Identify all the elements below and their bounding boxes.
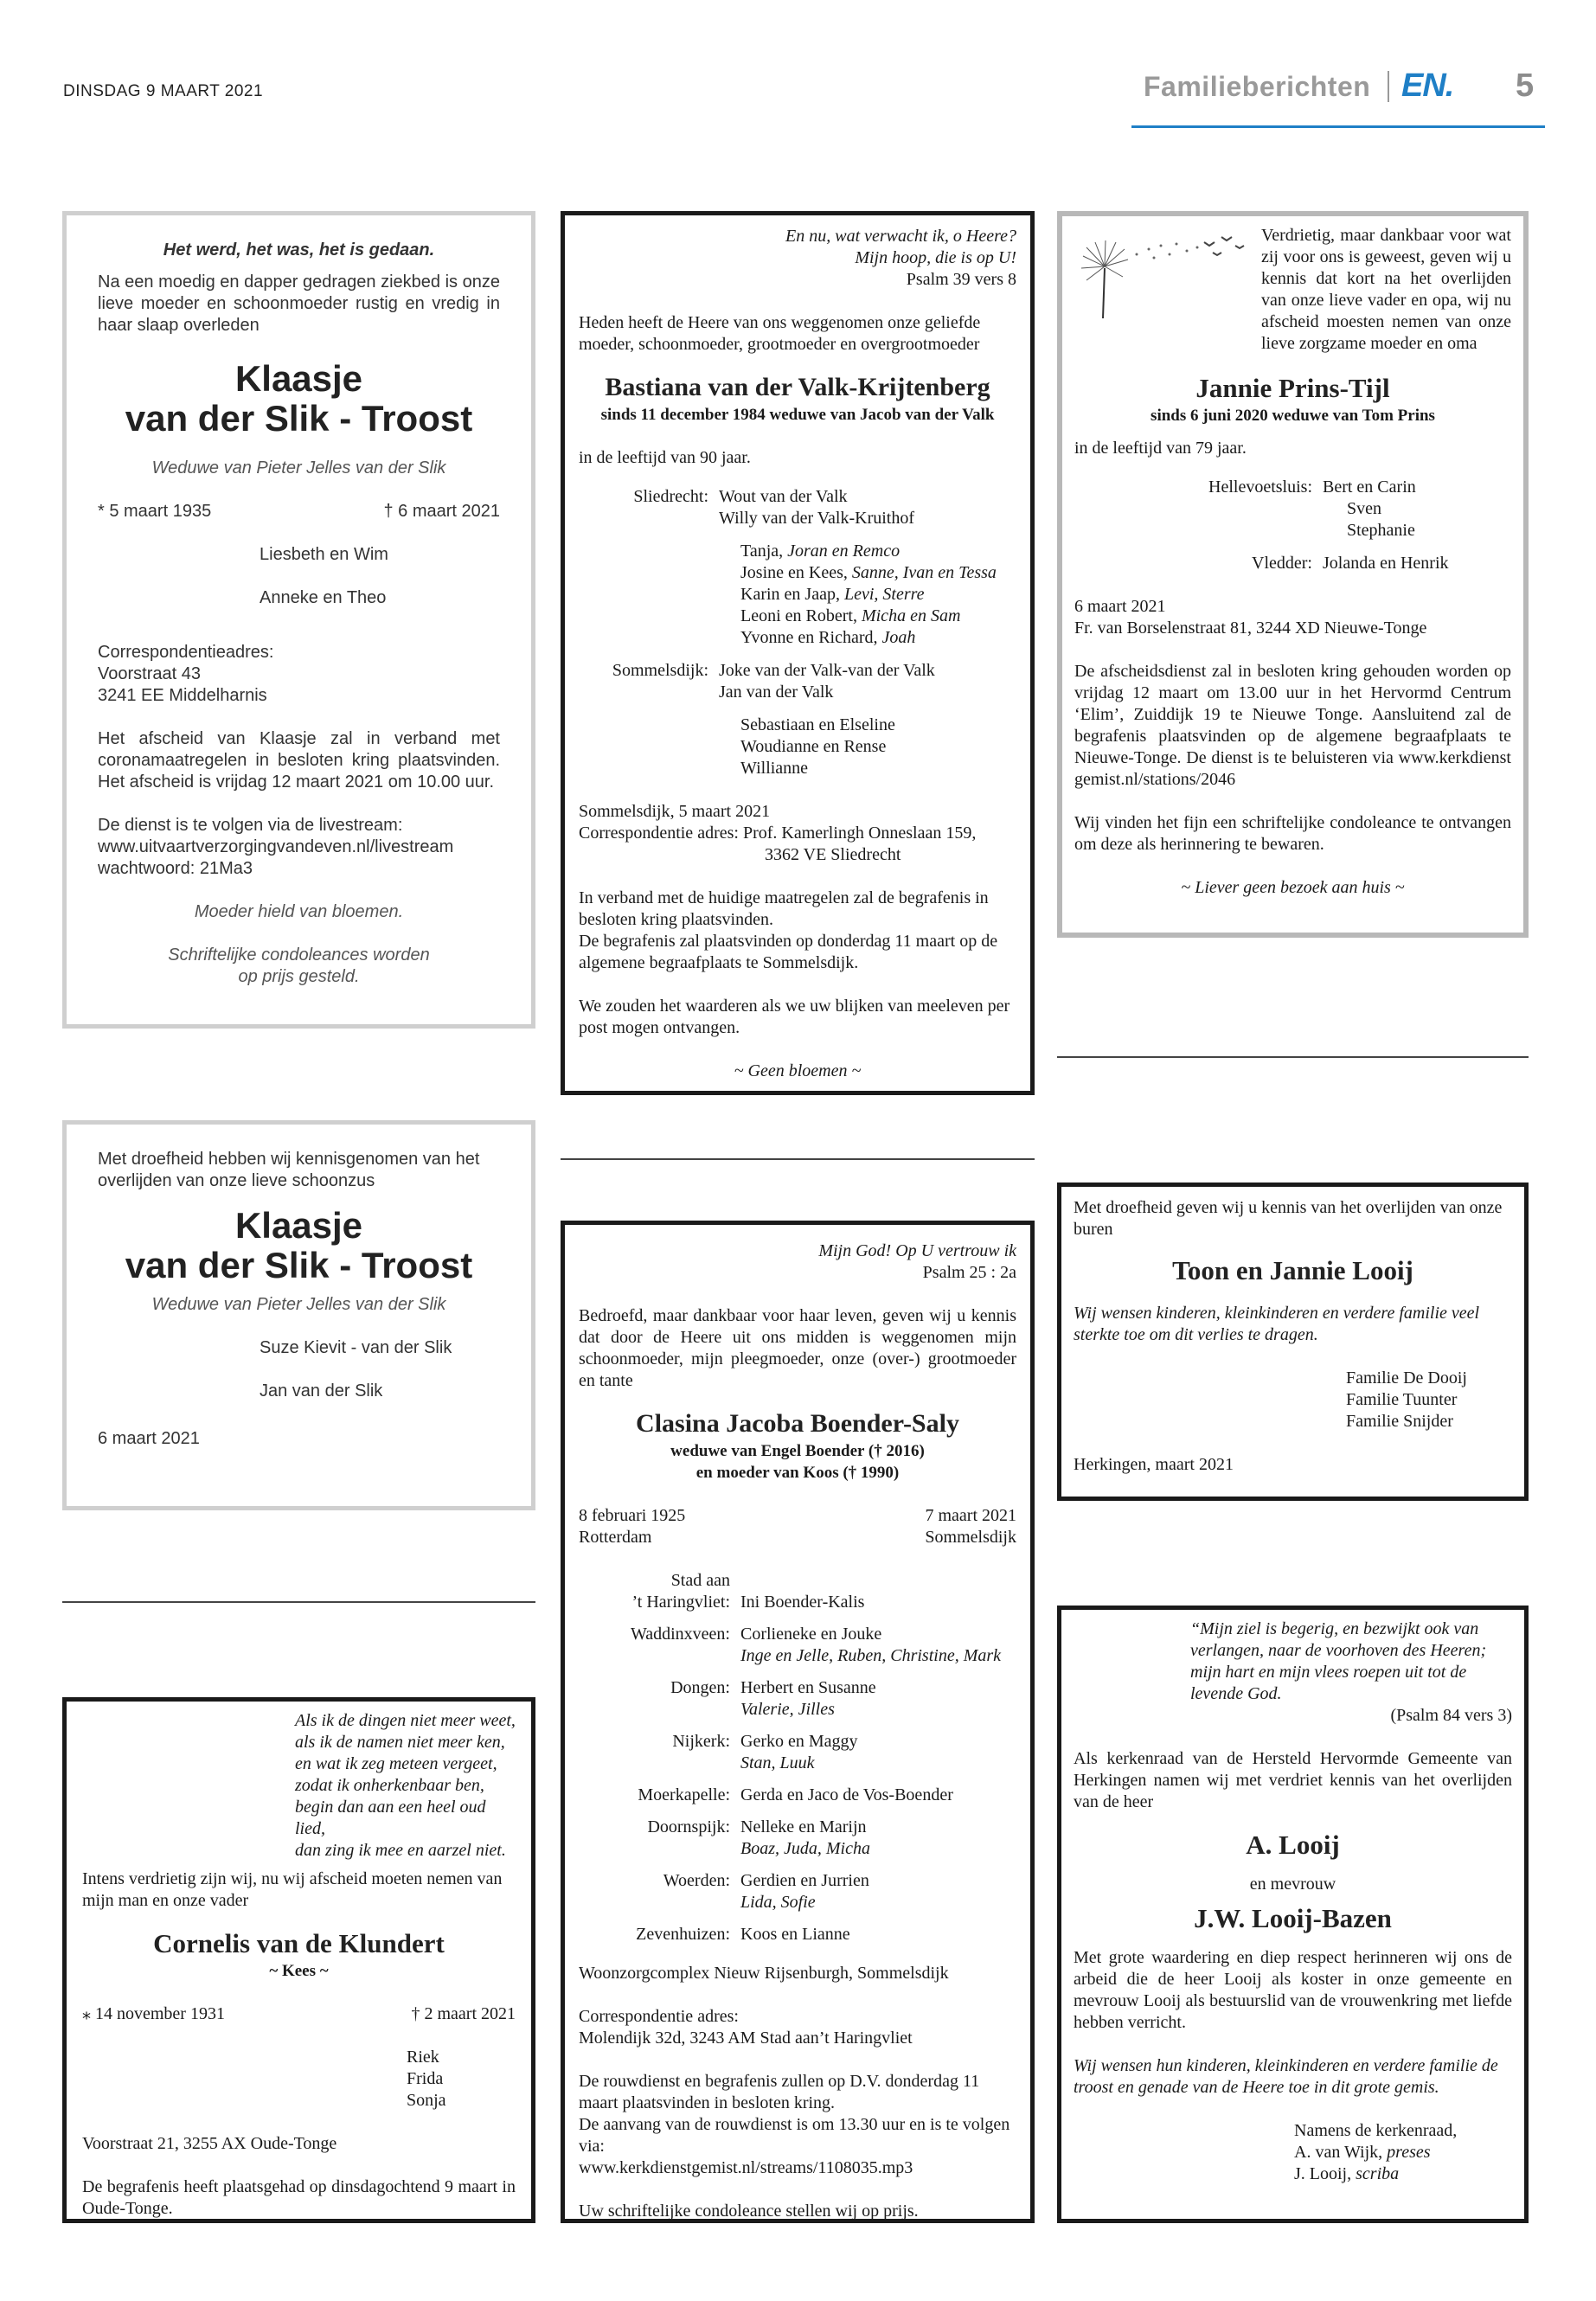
family-children: Joran en Remco: [787, 542, 901, 561]
family-member: Bert en Carin: [1323, 478, 1416, 497]
family-member: Josine en Kees,: [740, 563, 852, 582]
family-member: Gerdien en Jurrien: [740, 1871, 869, 1890]
family-children: Lida, Sofie: [740, 1893, 816, 1912]
wish-text: Wij wensen hun kinderen, kleinkinderen en verdere familie de troost en genade van de Heere toe in dit grote gemis.: [1074, 2056, 1498, 2097]
correspondence-address: Molendijk 32d, 3243 AM Stad aan’t Haringvliet: [579, 2029, 913, 2048]
correspondence-street: Voorstraat 43: [98, 664, 201, 683]
deceased-name: Jannie Prins-Tijl: [1195, 373, 1390, 403]
signature-line: Namens de kerkenraad,: [1294, 2121, 1458, 2140]
service-text: De rouwdienst en begrafenis zullen op D.V. donderdag 11 maart plaatsvinden in besloten kring.: [579, 2072, 980, 2112]
issue-date: DINSDAG 9 MAART 2021: [63, 82, 264, 100]
notice-date: 6 maart 2021: [98, 1429, 200, 1448]
family-member: Karin en Jaap,: [740, 585, 844, 604]
burial-text: De begrafenis zal plaatsvinden op donderdag 11 maart op de algemene begraafplaats te Sommelsdijk.: [579, 932, 998, 972]
signature-name: J. Looij,: [1294, 2164, 1356, 2183]
column-rule: [1057, 1056, 1529, 1058]
signature-name: A. van Wijk,: [1294, 2143, 1388, 2162]
verse-line: Mijn God! Op U vertrouw ik: [818, 1241, 1016, 1260]
family-row: [579, 1624, 1016, 1667]
address-line: Fr. van Borselenstraat 81, 3244 XD Nieuwe-Tonge: [1074, 619, 1427, 638]
verse-reference: Psalm 25 : 2a: [922, 1263, 1016, 1282]
livestream-url[interactable]: www.uitvaartverzorgingvandeven.nl/livestream: [98, 837, 454, 856]
family-row: [579, 1870, 1016, 1913]
place-label: Sommelsdijk:: [612, 661, 708, 680]
family-member: Ini Boender-Kalis: [740, 1593, 865, 1612]
birth-date: 8 februari 1925: [579, 1506, 686, 1525]
grandchildren-list: [579, 541, 1016, 649]
deceased-surname: van der Slik - Troost: [125, 1245, 473, 1285]
correspondence-label: Correspondentieadres:: [98, 643, 274, 662]
notice-klaasje-family: [62, 211, 535, 1029]
family-children: Levi, Sterre: [843, 585, 925, 604]
notice-intro: Na een moedig en dapper gedragen ziekbed is onze lieve moeder en schoonmoeder rustig en vredig in haar slaap overleden: [98, 272, 500, 335]
notice-cornelis-klundert: [62, 1697, 535, 2223]
correspondence-label: Correspondentie adres:: [579, 2007, 739, 2026]
family-member: Sonja: [407, 2091, 446, 2110]
psalm-reference: (Psalm 84 vers 3): [1390, 1706, 1512, 1725]
section-title: Familieberichten: [1144, 71, 1371, 102]
conjunction-line: en mevrouw: [1249, 1875, 1336, 1894]
family-children: Inge en Jelle, Ruben, Christine, Mark: [740, 1646, 1002, 1665]
widow-line: sinds 11 december 1984 weduwe van Jacob van der Valk: [600, 406, 995, 424]
verse-line: En nu, wat verwacht ik, o Heere?: [785, 227, 1016, 246]
family-member: Liesbeth en Wim: [260, 545, 388, 564]
place-label: Nijkerk:: [672, 1732, 730, 1751]
place-label: Vledder:: [1252, 554, 1312, 573]
family-row: [579, 1677, 1016, 1721]
notice-kerkenraad-looij: [1057, 1606, 1529, 2223]
notice-date: 6 maart 2021: [1074, 597, 1166, 616]
family-signature: Familie Snijder: [1346, 1412, 1453, 1431]
column-rule: [62, 1601, 535, 1603]
newspaper-logo: EN.: [1401, 67, 1454, 104]
birth-date: ⁎ 14 november 1931: [82, 2004, 225, 2023]
family-member: Willy van der Valk-Kruithof: [719, 509, 914, 528]
family-member: Tanja,: [740, 542, 788, 561]
appreciation-text: We zouden het waarderen als we uw blijken van meeleven per post mogen ontvangen.: [579, 997, 1010, 1037]
no-flowers-note: ~ Geen bloemen ~: [734, 1061, 862, 1080]
deceased-first-name: Klaasje: [234, 358, 363, 399]
column-rule: [561, 1158, 1035, 1160]
correspondence-city: 3362 VE Sliedrecht: [765, 845, 901, 864]
family-member: Jan van der Valk: [719, 683, 834, 702]
place-label: Hellevoetsluis:: [1208, 478, 1312, 497]
age-line: in de leeftijd van 90 jaar.: [579, 448, 751, 467]
place-label: Sliedrecht:: [633, 487, 708, 506]
family-member: Gerko en Maggy: [740, 1732, 858, 1751]
age-line: in de leeftijd van 79 jaar.: [1074, 439, 1247, 458]
dandelion-icon: [1074, 232, 1256, 318]
notice-jannie-prins: [1057, 211, 1529, 938]
widow-line: Weduwe van Pieter Jelles van der Slik: [151, 1295, 446, 1314]
family-member: Willianne: [740, 759, 809, 778]
family-row: [579, 1570, 1016, 1613]
place-label: Zevenhuizen:: [636, 1925, 730, 1944]
psalm-quote: “Mijn ziel is begerig, en bezwijkt ook van verlangen, naar de voorhoven des Heeren; mijn hart en mijn vlees roepen uit tot de levende God.: [1190, 1619, 1487, 1703]
family-member: Jan van der Slik: [260, 1381, 383, 1400]
notice-intro: Als kerkenraad van de Hersteld Hervormde Gemeente van Herkingen namen wij met verdriet kennis van het overlijden van de heer: [1074, 1749, 1512, 1811]
correspondence-city: 3241 EE Middelharnis: [98, 686, 267, 705]
verse-line: Mijn hoop, die is op U!: [855, 248, 1016, 267]
notice-clasina-boender: [561, 1221, 1035, 2223]
family-member: Joke van der Valk-van der Valk: [719, 661, 935, 680]
family-member: Nelleke en Marijn: [740, 1817, 867, 1836]
livestream-text: De dienst is te volgen via de livestream:: [98, 816, 403, 835]
family-member: Koos en Lianne: [740, 1925, 850, 1944]
notice-looij-neighbours: [1057, 1183, 1529, 1501]
family-list: [579, 1570, 1016, 1945]
condolence-text: Uw schriftelijke condoleance stellen wij op prijs.: [579, 2202, 919, 2221]
family-signature: Familie Tuunter: [1346, 1390, 1458, 1409]
widow-line: sinds 6 juni 2020 weduwe van Tom Prins: [1151, 407, 1435, 425]
mother-line: en moeder van Koos († 1990): [695, 1464, 900, 1482]
family-children: Joah: [881, 628, 916, 647]
widow-line: Weduwe van Pieter Jelles van der Slik: [151, 458, 446, 478]
family-member: Suze Kievit - van der Slik: [260, 1338, 452, 1357]
dateline: Sommelsdijk, 5 maart 2021: [579, 802, 771, 821]
notice-bastiana: [561, 211, 1035, 1095]
family-children: Stan, Luuk: [740, 1753, 815, 1772]
livestream-password: wachtwoord: 21Ma3: [98, 859, 253, 878]
widow-line: weduwe van Engel Boender († 2016): [670, 1442, 925, 1460]
family-member: Gerda en Jaco de Vos-Boender: [740, 1785, 953, 1804]
no-visit-note: ~ Liever geen bezoek aan huis ~: [1181, 878, 1405, 897]
thanks-text: Met grote waardering en diep respect herinneren wij ons de arbeid die de heer Looij als koster in onze gemeente en mevrouw Looij als bestuurslid van de vrouwenkring met liefde hebben verricht.: [1074, 1948, 1512, 2032]
death-date: † 6 maart 2021: [383, 502, 500, 521]
nickname: ~ Kees ~: [269, 1962, 329, 1980]
family-member: Sven: [1347, 499, 1381, 518]
farewell-text: Het afscheid van Klaasje zal in verband met coronamaatregelen in besloten kring plaatsvinden. Het afscheid is vrijdag 12 maart 2021 om 10.00 uur.: [98, 729, 500, 792]
notice-intro: Bedroefd, maar dankbaar voor haar leven, geven wij u kennis dat door de Heere uit ons midden is weggenomen mijn schoonmoeder, mijn pleegmoeder, onze (over-) grootmoeder en tante: [579, 1306, 1016, 1390]
service-text: De afscheidsdienst zal in besloten kring gehouden worden op vrijdag 12 maart om 13.00 uur in het Hervormd Centrum ‘Elim’, Zuiddijk 19 te Nieuwe Tonge. Aansluitend zal de begrafenis plaatsvinden op de algemene begraafplaats te Nieuwe-Tonge. De dienst is te beluisteren via www.kerkdienst gemist.nl/stations/2046: [1074, 662, 1511, 789]
death-date: † 2 maart 2021: [411, 2004, 516, 2023]
burial-text: De begrafenis heeft plaatsgehad op dinsdagochtend 9 maart in Oude-Tonge.: [82, 2177, 516, 2218]
correspondence-address: Correspondentie adres: Prof. Kamerlingh Onneslaan 159,: [579, 824, 977, 843]
family-row: [579, 1924, 1016, 1945]
family-row: [579, 1817, 1016, 1860]
family-member: Wout van der Valk: [719, 487, 848, 506]
family-children: Valerie, Jilles: [740, 1700, 835, 1719]
deceased-name: A. Looij: [1246, 1830, 1340, 1860]
signature-role: preses: [1387, 2143, 1431, 2162]
header-rule: [1131, 125, 1545, 128]
flowers-note: Moeder hield van bloemen.: [194, 902, 404, 921]
deceased-name: Bastiana van der Valk-Krijtenberg: [605, 373, 990, 401]
family-member: Anneke en Theo: [260, 588, 387, 607]
residence-line: Woonzorgcomplex Nieuw Rijsenburgh, Sommelsdijk: [579, 1964, 949, 1983]
notice-intro: Heden heeft de Heere van ons weggenomen onze geliefde moeder, schoonmoeder, grootmoeder en overgrootmoeder: [579, 313, 981, 354]
place-label: Woerden:: [663, 1871, 730, 1890]
family-member: Frida: [407, 2069, 444, 2088]
death-place: Sommelsdijk: [925, 1528, 1016, 1547]
signature-role: scriba: [1356, 2164, 1400, 2183]
place-label: Dongen:: [670, 1678, 730, 1697]
place-label: Doornspijk:: [647, 1817, 730, 1836]
notice-heading: Het werd, het was, het is gedaan.: [163, 240, 435, 260]
wish-text: Wij wensen kinderen, kleinkinderen en verdere familie veel sterkte toe om dit verlies te dragen.: [1074, 1304, 1480, 1344]
measures-text: In verband met de huidige maatregelen zal de begrafenis in besloten kring plaatsvinden.: [579, 888, 989, 929]
deceased-names: Toon en Jannie Looij: [1172, 1255, 1413, 1285]
notice-intro: Met droefheid hebben wij kennisgenomen van het overlijden van onze lieve schoonzus: [98, 1150, 480, 1190]
family-row: [579, 1785, 1016, 1806]
death-date: 7 maart 2021: [925, 1506, 1016, 1525]
family-member: Stephanie: [1347, 521, 1415, 540]
notice-klaasje-in-law: [62, 1120, 535, 1510]
header-divider: [1388, 71, 1389, 102]
birth-date: * 5 maart 1935: [98, 502, 212, 521]
family-row: [579, 1731, 1016, 1774]
family-member: Sebastiaan en Elseline: [740, 715, 895, 734]
birth-place: Rotterdam: [579, 1528, 652, 1547]
notice-intro: Verdrietig, maar dankbaar voor wat zij voor ons is geweest, geven wij u kennis dat kort na het overlijden van onze lieve vader en opa, wij nu afscheid moesten nemen van onze lieve zorgzame moeder en oma: [1261, 226, 1511, 353]
family-children: Micha en Sam: [861, 606, 961, 625]
notice-intro: Intens verdrietig zijn wij, nu wij afscheid moeten nemen van mijn man en onze vader: [82, 1869, 503, 1910]
family-children: Sanne, Ivan en Tessa: [851, 563, 997, 582]
deceased-name: Cornelis van de Klundert: [153, 1928, 445, 1958]
deceased-first-name: Klaasje: [234, 1205, 363, 1246]
family-member: Herbert en Susanne: [740, 1678, 876, 1697]
condolence-text: Wij vinden het fijn een schriftelijke condoleance te ontvangen om deze als herinnering te bewaren.: [1074, 813, 1511, 854]
place-label: Waddinxveen:: [630, 1625, 730, 1644]
page-number: 5: [1516, 67, 1535, 104]
place-label: ’t Haringvliet:: [631, 1593, 730, 1612]
family-member: Leoni en Robert,: [740, 606, 862, 625]
family-member: Jolanda en Henrik: [1323, 554, 1449, 573]
place-label: Moerkapelle:: [638, 1785, 730, 1804]
family-children: Boaz, Juda, Micha: [740, 1839, 870, 1858]
service-text-2: De aanvang van de rouwdienst is om 13.30 uur en is te volgen via:: [579, 2115, 1010, 2156]
poem: Als ik de dingen niet meer weet, als ik de namen niet meer ken, en wat ik zeg meteen vergeet, zodat ik onherkenbaar ben, begin dan aan een heel oud lied, dan zing ik mee en aarzel niet.: [295, 1711, 516, 1860]
family-member: Riek: [407, 2048, 439, 2067]
deceased-surname: van der Slik - Troost: [125, 398, 473, 439]
deceased-name: Clasina Jacoba Boender-Saly: [636, 1409, 959, 1438]
place-date: Herkingen, maart 2021: [1074, 1455, 1234, 1474]
family-member: Corlieneke en Jouke: [740, 1625, 882, 1644]
condolences-note-2: op prijs gesteld.: [238, 967, 360, 986]
address-line: Voorstraat 21, 3255 AX Oude-Tonge: [82, 2134, 337, 2153]
stream-url[interactable]: www.kerkdienstgemist.nl/streams/1108035.mp3: [579, 2158, 913, 2177]
verse-reference: Psalm 39 vers 8: [906, 270, 1016, 289]
notice-intro: Met droefheid geven wij u kennis van het overlijden van onze buren: [1074, 1198, 1503, 1239]
condolences-note: Schriftelijke condoleances worden: [168, 945, 430, 965]
family-member: Yvonne en Richard,: [740, 628, 882, 647]
place-label: Stad aan: [670, 1571, 730, 1590]
family-signature: Familie De Dooij: [1346, 1368, 1467, 1388]
deceased-name-2: J.W. Looij-Bazen: [1194, 1903, 1392, 1933]
family-member: Woudianne en Rense: [740, 737, 887, 756]
